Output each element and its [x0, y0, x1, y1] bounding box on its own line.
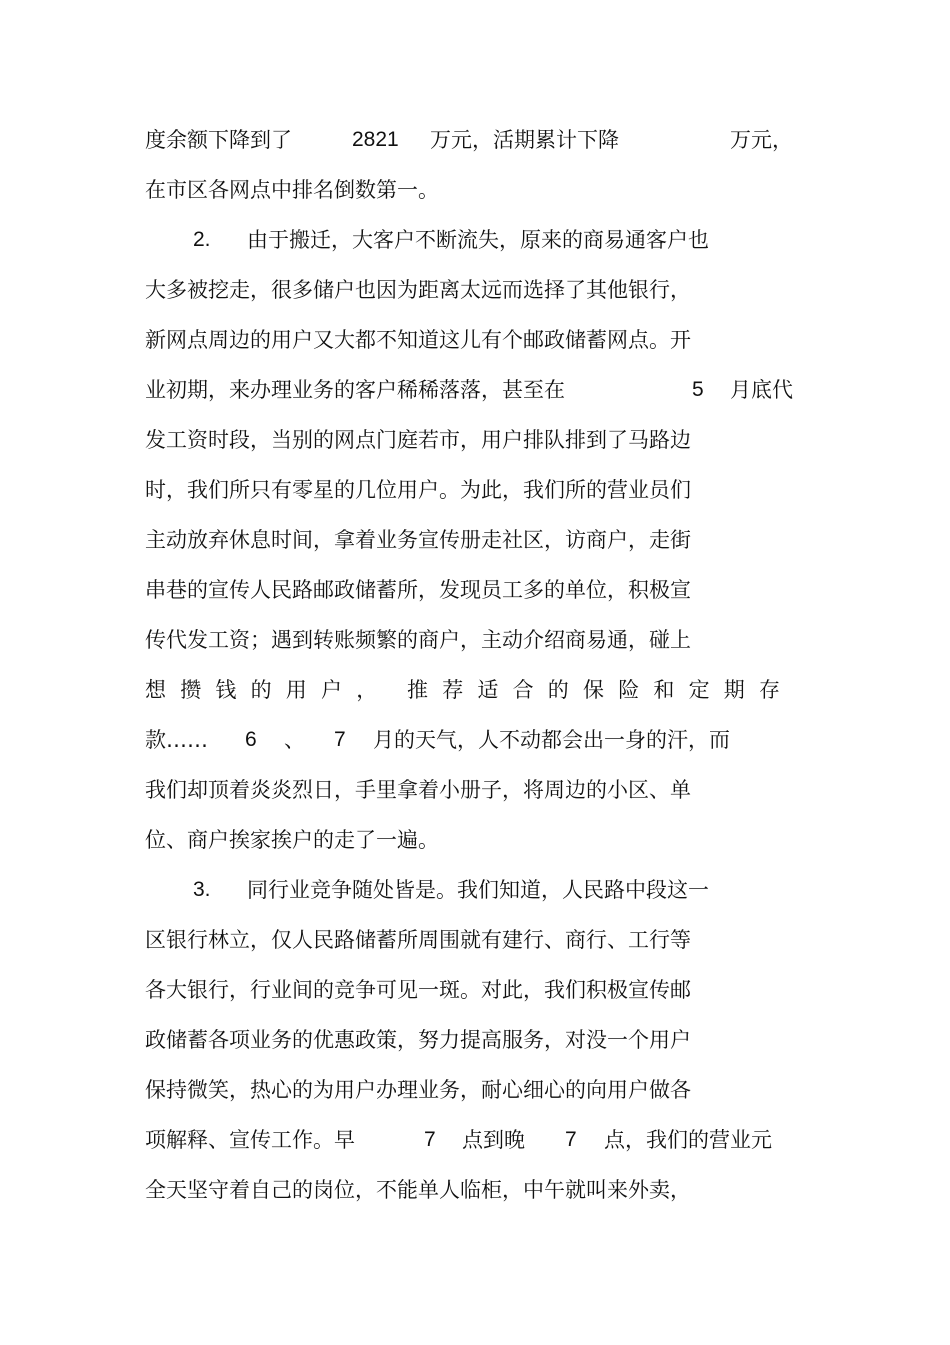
number-value: 7: [334, 728, 346, 751]
text-line: 、: [284, 728, 305, 752]
text-line: 位、商户挨家挨户的走了一遍。: [145, 828, 439, 852]
text-line: 项解释、宣传工作。早: [145, 1128, 355, 1152]
list-number: 3.: [193, 878, 211, 901]
text-line: 月的天气，人不动都会出一身的汗，而: [373, 728, 730, 752]
text-line: 发工资时段，当别的网点门庭若市，用户排队排到了马路边: [145, 428, 691, 452]
number-value: 7: [424, 1128, 436, 1151]
text-line: 时，我们所只有零星的几位用户。为此，我们所的营业员们: [145, 478, 691, 502]
text-line: 主动放弃休息时间，拿着业务宣传册走社区，访商户，走街: [145, 528, 691, 552]
text-line: 度余额下降到了: [145, 128, 292, 152]
text-line: 点到晚: [462, 1128, 525, 1152]
text-line: 区银行林立，仅人民路储蓄所周围就有建行、商行、工行等: [145, 928, 691, 952]
text-line: 月底代: [730, 378, 793, 402]
text-line: 想攒钱的用户，: [145, 678, 392, 702]
number-value: 2821: [352, 128, 399, 151]
text-line: 推荐适合的保险和定期存: [407, 678, 795, 702]
text-line: 点，我们的营业元: [604, 1128, 772, 1152]
text-line: 大多被挖走，很多储户也因为距离太远而选择了其他银行，: [145, 278, 691, 302]
text-line: 由于搬迁，大客户不断流失，原来的商易通客户也: [247, 228, 709, 252]
list-number: 2.: [193, 228, 211, 251]
text-line: 我们却顶着炎炎烈日，手里拿着小册子，将周边的小区、单: [145, 778, 691, 802]
text-line: 新网点周边的用户又大都不知道这儿有个邮政储蓄网点。开: [145, 328, 691, 352]
text-line: 同行业竞争随处皆是。我们知道，人民路中段这一: [247, 878, 709, 902]
text-line: 万元，: [730, 128, 793, 152]
number-value: 6: [245, 728, 257, 751]
text-line: 全天坚守着自己的岗位，不能单人临柜，中午就叫来外卖，: [145, 1178, 691, 1202]
number-value: 7: [565, 1128, 577, 1151]
text-line: 款……: [145, 728, 208, 752]
text-line: 传代发工资；遇到转账频繁的商户，主动介绍商易通，碰上: [145, 628, 691, 652]
number-value: 5: [692, 378, 704, 401]
text-line: 各大银行，行业间的竞争可见一斑。对此，我们积极宣传邮: [145, 978, 691, 1002]
text-line: 保持微笑，热心的为用户办理业务，耐心细心的向用户做各: [145, 1078, 691, 1102]
text-line: 政储蓄各项业务的优惠政策，努力提高服务，对没一个用户: [145, 1028, 691, 1052]
text-line: 串巷的宣传人民路邮政储蓄所，发现员工多的单位，积极宣: [145, 578, 691, 602]
text-line: 万元，活期累计下降: [430, 128, 619, 152]
text-line: 业初期，来办理业务的客户稀稀落落，甚至在: [145, 378, 565, 402]
text-line: 在市区各网点中排名倒数第一。: [145, 178, 439, 202]
